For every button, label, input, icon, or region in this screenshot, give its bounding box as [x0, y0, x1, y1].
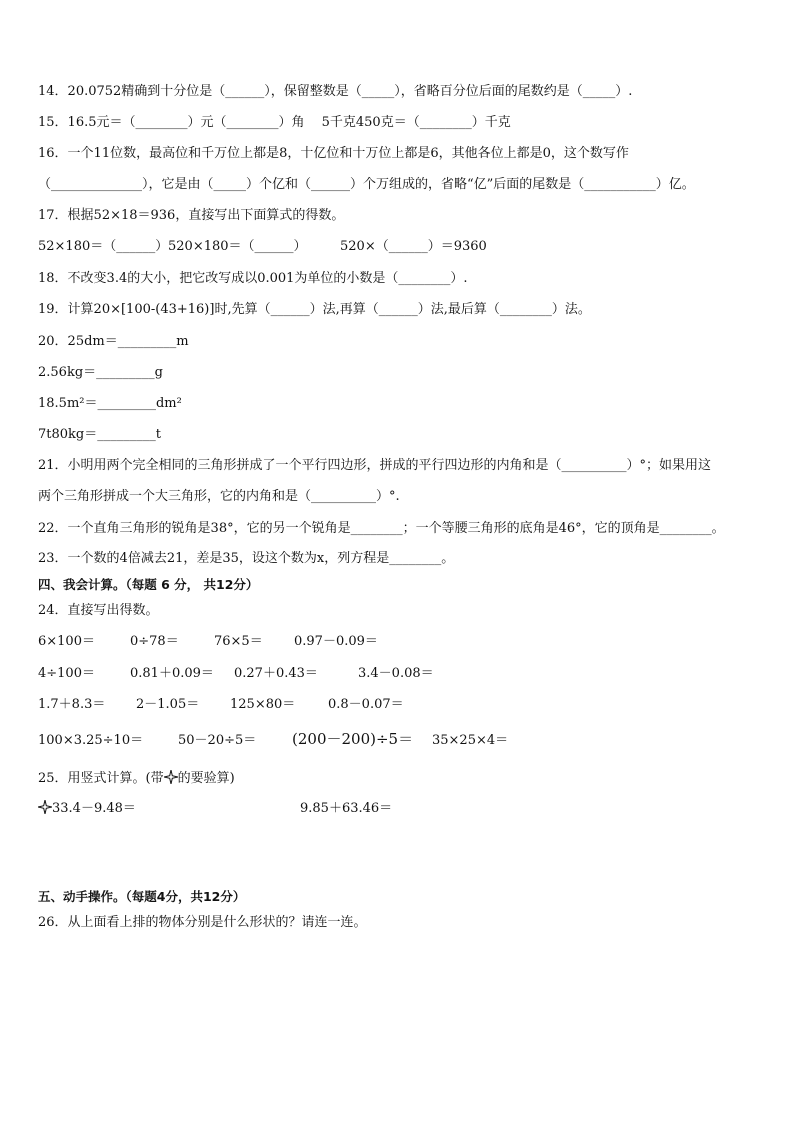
q24-expr: 0.8－0.07＝	[328, 697, 404, 712]
q21-line2: 两个三角形拼成一个大三角形，它的内角和是（__________）°.	[38, 489, 400, 504]
q20-item: 20．25dm＝_________m	[38, 334, 189, 349]
section-5-heading: 五、动手操作。（每题4分，共12分）	[38, 889, 246, 904]
q24-expr: 0.97－0.09＝	[294, 634, 378, 649]
q24-expr: 3.4－0.08＝	[358, 666, 434, 681]
q24-expr: (200－200)÷5＝	[292, 730, 414, 748]
q15-text: 15．16.5元＝（________）元（________）角 5千克450克＝（________）千克	[38, 115, 511, 130]
q25-label-before: 25．用竖式计算。(带	[38, 771, 164, 786]
q24-expr: 35×25×4＝	[432, 733, 509, 748]
q24-text: 24．直接写出得数。	[38, 603, 159, 618]
q26-text: 26．从上面看上排的物体分别是什么形状的？请连一连。	[38, 915, 367, 930]
q25-item-1	[38, 800, 136, 818]
star-icon	[38, 800, 52, 814]
q17-item: 52×180＝（______）	[38, 239, 169, 254]
q16-line1: 16．一个11位数，最高位和千万位上都是8，十亿位和十万位上都是6，其他各位上都是0，这个数写作	[38, 146, 629, 161]
q24-expr: 6×100＝	[38, 634, 95, 649]
q24-expr: 76×5＝	[214, 634, 263, 649]
q18-text: 18．不改变3.4的大小，把它改写成以0.001为单位的小数是（________）.	[38, 271, 468, 286]
star-icon	[164, 770, 178, 784]
q19-text: 19．计算20×[100-(43+16)]时,先算（______）法,再算（______）法,最后算（________）法。	[38, 302, 591, 317]
q25-label-after: 的要验算)	[177, 771, 235, 786]
q16-line2: （______________），它是由（_____）个亿和（______）个万组成的，省略“亿”后面的尾数是（___________）亿。	[38, 177, 695, 192]
q21-line1: 21．小明用两个完全相同的三角形拼成了一个平行四边形，拼成的平行四边形的内角和是（__________）°；如果用这	[38, 458, 712, 473]
q20-item: 18.5m²＝_________dm²	[38, 396, 182, 411]
q25-text	[38, 770, 764, 788]
q17-text: 17．根据52×18＝936，直接写出下面算式的得数。	[38, 208, 345, 223]
q24-expr: 125×80＝	[230, 697, 296, 712]
section-4-heading: 四、我会计算。（每题 6 分， 共12分）	[38, 577, 259, 592]
q20-item: 7t80kg＝_________t	[38, 427, 161, 442]
q14-text: 14．20.0752精确到十分位是（______），保留整数是（_____），省略百分位后面的尾数约是（_____）.	[38, 84, 633, 99]
q25-expr: 33.4－9.48＝	[52, 801, 136, 816]
q17-item: 520×（______）＝9360	[340, 239, 487, 254]
q24-expr: 0.27＋0.43＝	[234, 666, 318, 681]
q24-expr: 0÷78＝	[130, 634, 179, 649]
q25-item-2: 9.85＋63.46＝	[300, 801, 393, 816]
q24-expr: 0.81＋0.09＝	[130, 666, 214, 681]
q24-expr: 100×3.25÷10＝	[38, 733, 144, 748]
q17-item: 520×180＝（______）	[168, 239, 307, 254]
q24-expr: 4÷100＝	[38, 666, 95, 681]
q24-expr: 2－1.05＝	[136, 697, 200, 712]
q24-expr: 1.7＋8.3＝	[38, 697, 106, 712]
q24-expr: 50－20÷5＝	[178, 733, 257, 748]
q20-item: 2.56kg＝_________g	[38, 365, 163, 380]
q23-text: 23．一个数的4倍减去21，差是35，设这个数为x，列方程是________。	[38, 551, 455, 566]
q22-text: 22．一个直角三角形的锐角是38°，它的另一个锐角是________；一个等腰三角形的底角是46°，它的顶角是________。	[38, 521, 725, 536]
